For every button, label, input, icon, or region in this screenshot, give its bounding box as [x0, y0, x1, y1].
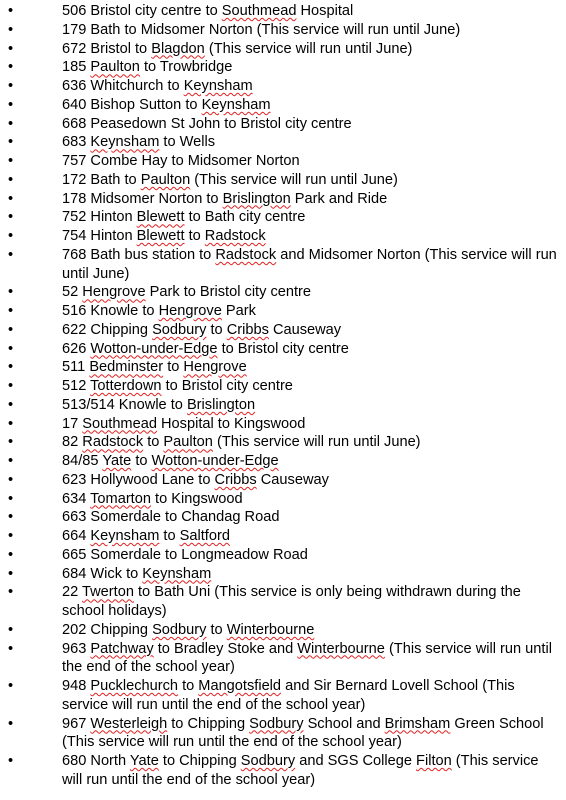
- list-item: [8, 490, 560, 509]
- misspelled-word: Southmead: [82, 415, 157, 432]
- service-text: School and: [303, 715, 385, 732]
- service-text: 664: [62, 528, 91, 544]
- service-text: to Bath city centre: [184, 209, 306, 226]
- misspelled-word: Brimsham: [384, 715, 451, 732]
- service-text: 668 Peasedown St John to Bristol city centre: [62, 115, 352, 132]
- list-item: [8, 752, 560, 790]
- misspelled-word: Paulton: [140, 171, 191, 188]
- service-text: to: [159, 528, 180, 544]
- service-text: to Bath Uni (This service is only being withdrawn during the school holidays): [62, 584, 521, 619]
- misspelled-word: Brislington: [186, 396, 256, 413]
- misspelled-word: Saltford: [179, 528, 230, 544]
- service-text: to: [206, 621, 227, 638]
- service-text: 172 Bath to: [62, 171, 141, 188]
- misspelled-word: Blewett: [136, 209, 185, 226]
- service-text: 768 Bath bus station to: [62, 246, 216, 263]
- misspelled-word: Brislington: [222, 190, 291, 207]
- list-item: [8, 565, 560, 584]
- service-text: 513/514 Knowle to: [62, 396, 187, 413]
- list-item: [8, 433, 560, 452]
- service-text: (This service will run until the end of the school year): [62, 753, 539, 788]
- misspelled-word: Southmead: [221, 3, 297, 19]
- list-item: [8, 321, 560, 340]
- misspelled-word: Cribbs: [214, 471, 257, 488]
- misspelled-word: Wotton-under-Edge: [151, 453, 279, 469]
- service-text: 663 Somerdale to Chandag Road: [62, 509, 280, 526]
- list-item: [8, 640, 560, 678]
- list-item: [8, 527, 560, 546]
- service-text: 82: [62, 434, 83, 451]
- list-item: [8, 133, 560, 152]
- service-text: Park to Bristol city centre: [145, 284, 312, 301]
- list-item: [8, 58, 560, 77]
- service-text: Hospital to Kingswood: [156, 415, 306, 432]
- service-text: 757 Combe Hay to Midsomer Norton: [62, 153, 300, 169]
- service-text: 623 Hollywood Lane to: [62, 471, 215, 488]
- service-text: 752 Hinton: [62, 209, 137, 226]
- misspelled-word: Totterdown: [90, 378, 162, 394]
- list-item: [8, 583, 560, 621]
- service-text: 672 Bristol to: [62, 40, 152, 57]
- misspelled-word: Keynsham: [90, 134, 160, 151]
- service-text: Hospital: [296, 3, 354, 19]
- service-text: to: [143, 434, 164, 451]
- misspelled-word: Radstock: [204, 228, 266, 244]
- service-text: 185: [62, 59, 91, 76]
- service-text: 636 Whitchurch to: [62, 78, 184, 94]
- service-text: to Kingswood: [150, 490, 243, 507]
- misspelled-word: Sodbury: [152, 321, 207, 338]
- service-text: to Chipping: [158, 753, 241, 769]
- service-text: 963: [62, 640, 91, 657]
- service-text: to: [178, 678, 199, 694]
- misspelled-word: Pucklechurch: [90, 678, 179, 694]
- list-item: [8, 358, 560, 377]
- service-text: to Bristol city centre: [161, 378, 293, 394]
- service-text: (This service will run until June): [212, 434, 421, 451]
- list-item: [8, 190, 560, 209]
- list-item: [8, 415, 560, 434]
- misspelled-word: Yate: [102, 453, 132, 469]
- service-text: 202 Chipping: [62, 621, 153, 638]
- service-text: (This service will run until the end of the school year): [62, 640, 552, 676]
- list-item: [8, 508, 560, 527]
- service-text: Causeway: [268, 321, 342, 338]
- misspelled-word: Keynsham: [142, 565, 212, 582]
- misspelled-word: Hengrove: [158, 303, 222, 319]
- service-text: and Sir Bernard Lovell School (This service will run until the end of the school year): [62, 678, 515, 713]
- list-item: [8, 246, 560, 284]
- misspelled-word: Winterbourne: [297, 640, 385, 657]
- list-item: [8, 96, 560, 115]
- misspelled-word: Sodbury: [152, 621, 207, 638]
- misspelled-word: Hengrove: [183, 359, 247, 376]
- list-item: [8, 227, 560, 246]
- misspelled-word: Radstock: [215, 246, 277, 263]
- list-item: [8, 677, 560, 715]
- service-text: Park and Ride: [290, 190, 388, 207]
- misspelled-word: Bedminster: [89, 359, 164, 376]
- service-text: 683: [62, 134, 91, 151]
- service-text: 626: [62, 340, 91, 357]
- misspelled-word: Winterbourne: [226, 621, 315, 638]
- list-item: [8, 115, 560, 134]
- service-text: 684 Wick to: [62, 565, 143, 582]
- list-item: [8, 396, 560, 415]
- misspelled-word: Westerleigh: [90, 715, 168, 732]
- list-item: [8, 302, 560, 321]
- list-item: [8, 283, 560, 302]
- service-text: Green School (This service will run until the end of the school year): [62, 715, 544, 751]
- service-text: 512: [62, 378, 91, 394]
- list-item: [8, 715, 560, 753]
- service-text: 52: [62, 284, 83, 301]
- list-item: [8, 21, 560, 40]
- list-item: [8, 471, 560, 490]
- service-text: to Wells: [159, 134, 216, 151]
- misspelled-word: Wotton-under-Edge: [90, 340, 218, 357]
- misspelled-word: Sodbury: [249, 715, 304, 732]
- misspelled-word: Twerton: [82, 584, 134, 601]
- misspelled-word: Mangotsfield: [198, 678, 282, 694]
- service-text: 179 Bath to Midsomer Norton (This service will run until June): [62, 21, 461, 38]
- service-text: to Bradley Stoke and: [153, 640, 298, 657]
- list-item: [8, 621, 560, 640]
- service-text: to Chipping: [167, 715, 250, 732]
- service-text: to: [184, 228, 205, 244]
- service-text: 640 Bishop Sutton to: [62, 96, 202, 113]
- misspelled-word: Blewett: [136, 228, 185, 244]
- service-text: 506 Bristol city centre to: [62, 3, 222, 19]
- misspelled-word: Hengrove: [82, 284, 146, 301]
- service-text: 665 Somerdale to Longmeadow Road: [62, 546, 308, 563]
- service-text: 622 Chipping: [62, 321, 153, 338]
- misspelled-word: Blagdon: [151, 40, 205, 57]
- service-text: 22: [62, 584, 83, 601]
- misspelled-word: Filton: [416, 753, 452, 769]
- misspelled-word: Cribbs: [226, 321, 269, 338]
- service-text: 84/85: [62, 453, 103, 469]
- service-text: to Trowbridge: [139, 59, 233, 76]
- service-text: 634: [62, 490, 91, 507]
- service-text: 754 Hinton: [62, 228, 137, 244]
- service-text: to Bristol city centre: [217, 340, 349, 357]
- list-item: [8, 452, 560, 471]
- service-text: 511: [62, 359, 90, 376]
- service-text: to: [163, 359, 184, 376]
- service-text: Causeway: [256, 471, 329, 488]
- list-item: [8, 171, 560, 190]
- misspelled-word: Paulton: [90, 59, 140, 76]
- list-item: [8, 208, 560, 227]
- service-text: 967: [62, 715, 91, 732]
- service-text: 948: [62, 678, 91, 694]
- service-text: 516 Knowle to: [62, 303, 159, 319]
- service-text: to: [131, 453, 152, 469]
- misspelled-word: Keynsham: [201, 96, 271, 113]
- service-text: and Midsomer Norton (This service will run until June): [62, 246, 557, 282]
- service-text: Park: [221, 303, 256, 319]
- list-item: [8, 152, 560, 171]
- service-text: (This service will run until June): [190, 171, 398, 188]
- service-text: to: [206, 321, 227, 338]
- list-item: [8, 377, 560, 396]
- list-item: [8, 40, 560, 59]
- misspelled-word: Radstock: [82, 434, 144, 451]
- list-item: [8, 2, 560, 21]
- service-text: 17: [62, 415, 83, 432]
- misspelled-word: Paulton: [163, 434, 213, 451]
- list-item: [8, 340, 560, 359]
- list-item: [8, 77, 560, 96]
- service-text: 178 Midsomer Norton to: [62, 190, 223, 207]
- misspelled-word: Tomarton: [90, 490, 151, 507]
- misspelled-word: Keynsham: [183, 78, 253, 94]
- service-text: and SGS College: [295, 753, 417, 769]
- misspelled-word: Patchway: [90, 640, 154, 657]
- service-text: 680 North: [62, 753, 130, 769]
- misspelled-word: Keynsham: [90, 528, 160, 544]
- misspelled-word: Yate: [129, 753, 159, 769]
- service-text: (This service will run until June): [204, 40, 413, 57]
- misspelled-word: Sodbury: [240, 753, 296, 769]
- list-item: [8, 546, 560, 565]
